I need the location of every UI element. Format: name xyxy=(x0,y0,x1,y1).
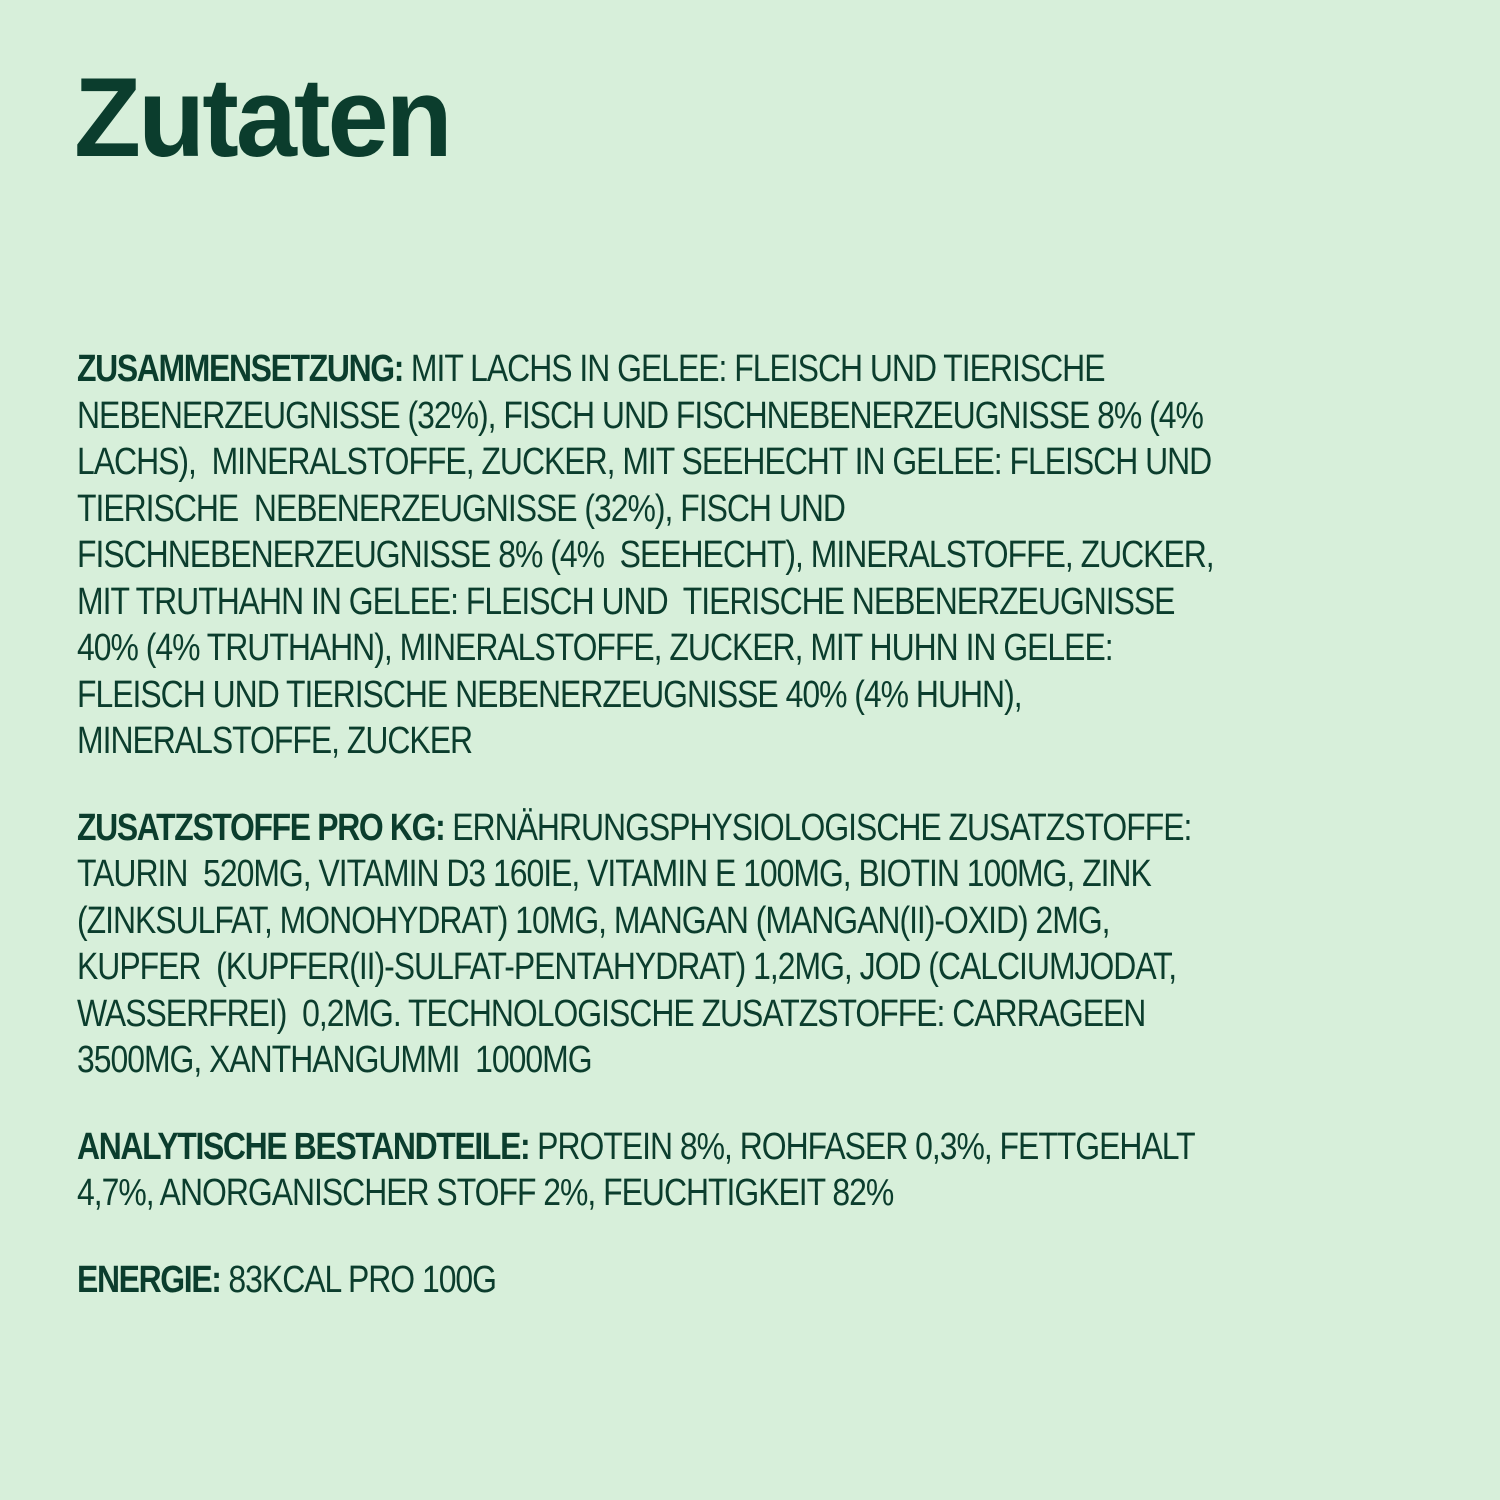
composition-line: LACHS), MINERALSTOFFE, ZUCKER, MIT SEEHECHT IN GELEE: FLEISCH UND xyxy=(77,441,1212,483)
page-title: Zutaten xyxy=(74,55,450,180)
composition-section xyxy=(77,346,1457,765)
additives-section xyxy=(77,805,1457,1084)
composition-line: 40% (4% TRUTHAHN), MINERALSTOFFE, ZUCKER, MIT HUHN IN GELEE: xyxy=(77,627,1113,669)
additives-line: KUPFER (KUPFER(II)-SULFAT-PENTAHYDRAT) 1,2MG, JOD (CALCIUMJODAT, xyxy=(77,946,1177,988)
composition-line: FISCHNEBENERZEUGNISSE 8% (4% SEEHECHT), MINERALSTOFFE, ZUCKER, xyxy=(77,534,1214,576)
additives-line: (ZINKSULFAT, MONOHYDRAT) 10MG, MANGAN (MANGAN(II)-OXID) 2MG, xyxy=(77,899,1110,942)
analytical-label: ANALYTISCHE BESTANDTEILE: xyxy=(77,1125,530,1168)
energy-text: 83KCAL PRO 100G xyxy=(220,1258,497,1301)
analytical-section xyxy=(77,1124,1457,1217)
composition-label: ZUSAMMENSETZUNG: xyxy=(77,348,404,390)
analytical-text: PROTEIN 8%, ROHFASER 0,3%, FETTGEHALT xyxy=(529,1125,1195,1168)
energy-section xyxy=(77,1257,1457,1304)
energy-first-line xyxy=(77,1257,1236,1304)
composition-first-line xyxy=(77,346,1236,393)
additives-text: ERNÄHRUNGSPHYSIOLOGISCHE ZUSATZSTOFFE: xyxy=(444,806,1192,849)
composition-line: MINERALSTOFFE, ZUCKER xyxy=(77,720,473,762)
composition-line: NEBENERZEUGNISSE (32%), FISCH UND FISCHNEBENERZEUGNISSE 8% (4% xyxy=(77,394,1203,437)
analytical-line: 4,7%, ANORGANISCHER STOFF 2%, FEUCHTIGKEIT 82% xyxy=(77,1172,894,1214)
additives-line: WASSERFREI) 0,2MG. TECHNOLOGISCHE ZUSATZSTOFFE: CARRAGEEN xyxy=(77,992,1146,1035)
composition-line: TIERISCHE NEBENERZEUGNISSE (32%), FISCH UND xyxy=(77,487,845,530)
additives-line: 3500MG, XANTHANGUMMI 1000MG xyxy=(77,1039,592,1081)
energy-label: ENERGIE: xyxy=(77,1258,221,1301)
ingredients-content xyxy=(77,346,1457,1343)
additives-label: ZUSATZSTOFFE PRO KG: xyxy=(77,806,445,849)
analytical-first-line xyxy=(77,1124,1236,1171)
additives-first-line xyxy=(77,805,1236,852)
composition-line: MIT TRUTHAHN IN GELEE: FLEISCH UND TIERISCHE NEBENERZEUGNISSE xyxy=(77,580,1175,623)
composition-text: MIT LACHS IN GELEE: FLEISCH UND TIERISCHE xyxy=(403,348,1105,390)
additives-line: TAURIN 520MG, VITAMIN D3 160IE, VITAMIN E 100MG, BIOTIN 100MG, ZINK xyxy=(77,853,1151,895)
composition-line: FLEISCH UND TIERISCHE NEBENERZEUGNISSE 40% (4% HUHN), xyxy=(77,673,1022,716)
